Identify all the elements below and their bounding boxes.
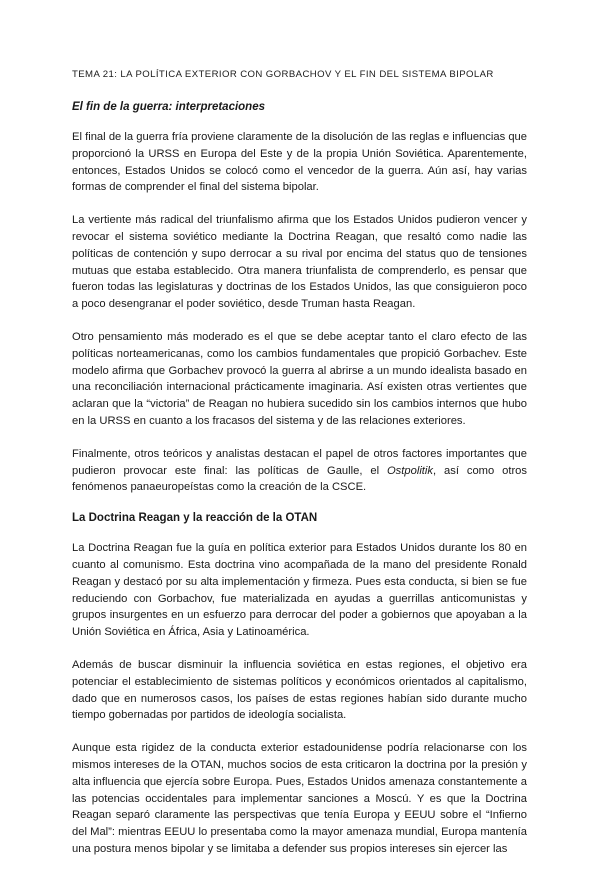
paragraph-2: La vertiente más radical del triunfalismo afirma que los Estados Unidos pudieron vencer y revocar el sistema soviético mediante la Doctrina Reagan, que resaltó como nadie las políticas de contención y supo derrocar a su rival por encima del status quo de tensiones mutuas que estaba establecido. Otra manera triunfalista de comprenderlo, es pensar que fueron todas las legislaturas y doctrinas de los Estados Unidos, las que consiguieron poco a poco desengranar el poder soviético, desde Truman hasta Reagan. xyxy=(72,214,527,311)
paragraph-1: El final de la guerra fría proviene claramente de la disolución de las reglas e influencias que proporcionó la URSS en Europa del Este y de la propia Unión Soviética. Aparentemente, entonces, Estados Unidos se colocó como el vencedor de la guerra. Aún así, hay varias formas de comprender el final del sistema bipolar. xyxy=(72,131,527,194)
paragraph-4-part-2: , así como otros fenómenos panaeuropeístas como la creación de la CSCE. xyxy=(72,464,527,494)
document-header: TEMA 21: LA POLÍTICA EXTERIOR CON GORBACHOV Y EL FIN DEL SISTEMA BIPOLAR xyxy=(72,69,494,80)
paragraph-3: Otro pensamiento más moderado es el que se debe aceptar tanto el claro efecto de las políticas norteamericanas, como los cambios fundamentales que propició Gorbachev. Este modelo afirma que Gorbachev provocó la guerra al abrirse a un mundo idealista basado en una reconciliación internacional prácticamente imaginaria. Así existen otras vertientes que aclaran que la “victoria” de Reagan no hubiera sucedido sin los cambios internos que hubo en la URSS en cuanto a los fracasos del sistema y de las relaciones exteriores. xyxy=(72,330,527,427)
document-content xyxy=(72,68,527,874)
ostpolitik-term: Ostpolitik xyxy=(386,464,433,477)
paragraph-6: Además de buscar disminuir la influencia soviética en estas regiones, el objetivo era potenciar el establecimiento de sistemas políticos y económicos orientados al capitalismo, dado que en numerosos casos, los países de estas regiones habían sido durante mucho tiempo gobernadas por partidos de ideología socialista. xyxy=(72,658,527,722)
section-title-doctrina-reagan: La Doctrina Reagan y la reacción de la OTAN xyxy=(72,512,318,525)
section-title-interpretaciones: El fin de la guerra: interpretaciones xyxy=(72,101,265,113)
paragraph-5: La Doctrina Reagan fue la guía en política exterior para Estados Unidos durante los 80 en cuanto al comunismo. Esta doctrina vino acompañada de la mano del presidente Ronald Reagan y destacó por su alta implementación y firmeza. Pues esta conducta, si bien se fue reduciendo con Gorbachov, fue materializada en ayudas a guerrillas anticomunistas y grupos insurgentes en un esfuerzo para derrocar del poder a gobiernos que apoyaban a la Unión Soviética en África, Asia y Latinoamérica. xyxy=(72,542,527,639)
paragraph-4-part-1: Finalmente, otros teóricos y analistas destacan el papel de otros factores importantes que pudieron provocar este final: las políticas de Gaulle, el xyxy=(72,447,527,477)
paragraph-4 xyxy=(72,446,527,496)
paragraph-7: Aunque esta rigidez de la conducta exterior estadounidense podría relacionarse con los mismos intereses de la OTAN, muchos socios de esta criticaron la doctrina por la presión y alta influencia que ejercía sobre Europa. Pues, Estados Unidos amenaza constantemente a las potencias occidentales para implementar sanciones a Moscú. Y es que la Doctrina Reagan separó claramente las perspectivas que tenía Europa y EEUU sobre el “Infierno del Mal”: mientras EEUU lo presentaba como la mayor amenaza mundial, Europa mantenía una postura menos bipolar y se limitaba a defender sus propios intereses sin ejercer las xyxy=(72,742,527,855)
